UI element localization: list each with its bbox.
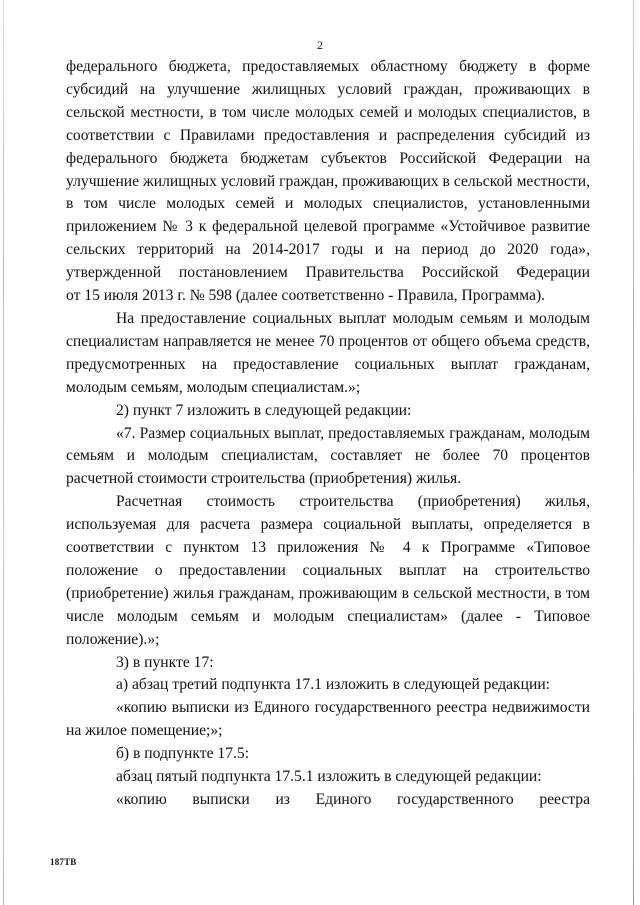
paragraph-3: На предоставление социальных выплат молодым семьям и молодым специалистам направляется не менее 70 процентов от общего объема средств, предусмотренных на предоставление социальных выплат гражданам, молодым семьям, молодым специалистам.»;	[66, 309, 590, 396]
paragraph-7: 3) в пункте 17:	[116, 653, 214, 671]
paragraph-12: «копию выписки из Единого государственного реестра	[116, 791, 590, 808]
paragraph-8: а) абзац третий подпункта 17.1 изложить в следующей редакции:	[116, 676, 550, 694]
footer-code: 187ТВ	[50, 857, 77, 867]
paragraph-4: 2) пункт 7 изложить в следующей редакции:	[116, 401, 412, 419]
paragraph-10: б) в подпункте 17.5:	[116, 745, 250, 763]
scan-edge-left	[3, 0, 4, 905]
paragraph-11: абзац пятый подпункта 17.5.1 изложить в следующей редакции:	[116, 768, 542, 786]
paragraph-2: от 15 июля 2013 г. № 598 (далее соответственно - Правила, Программа).	[66, 287, 546, 305]
paragraph-6: Расчетная стоимость строительства (приобретения) жилья, используемая для расчета размера социальной выплаты, определяется в соответствии с пунктом 13 приложения № 4 к Программе «Типовое положение о предоставлении социальных выплат на строительство (приобретение) жилья гражданам, проживающим в сельской местности, в том числе молодым семьям и молодым специалистам» (далее - Типовое положение).»;	[66, 493, 590, 648]
page-number: 2	[317, 38, 323, 52]
paragraph-9: «копию выписки из Единого государственного реестра недвижимости на жилое помещение;»;	[66, 699, 590, 740]
paragraph-1: федерального бюджета, предоставляемых областному бюджету в форме субсидий на улучшение жилищных условий граждан, проживающих в сельской местности, в том числе молодых семей и молодых специалистов, в соответствии с Правилами предоставления и распределения субсидий из федерального бюджета бюджетам субъектов Российской Федерации на улучшение жилищных условий граждан, проживающих в сельской местности, в том числе молодых семей и молодых специалистов, установленными приложением № 3 к федеральной целевой программе «Устойчивое развитие сельских территорий на 2014-2017 годы и на период до 2020 года», утвержденной постановлением Правительства Российской Федерации	[66, 58, 590, 282]
document-body	[66, 56, 590, 812]
scan-edge-right	[633, 0, 634, 905]
paragraph-5: «7. Размер социальных выплат, предоставляемых гражданам, молодым семьям и молодым специалистам, составляет не более 70 процентов расчетной стоимости строительства (приобретения) жилья.	[66, 424, 590, 488]
